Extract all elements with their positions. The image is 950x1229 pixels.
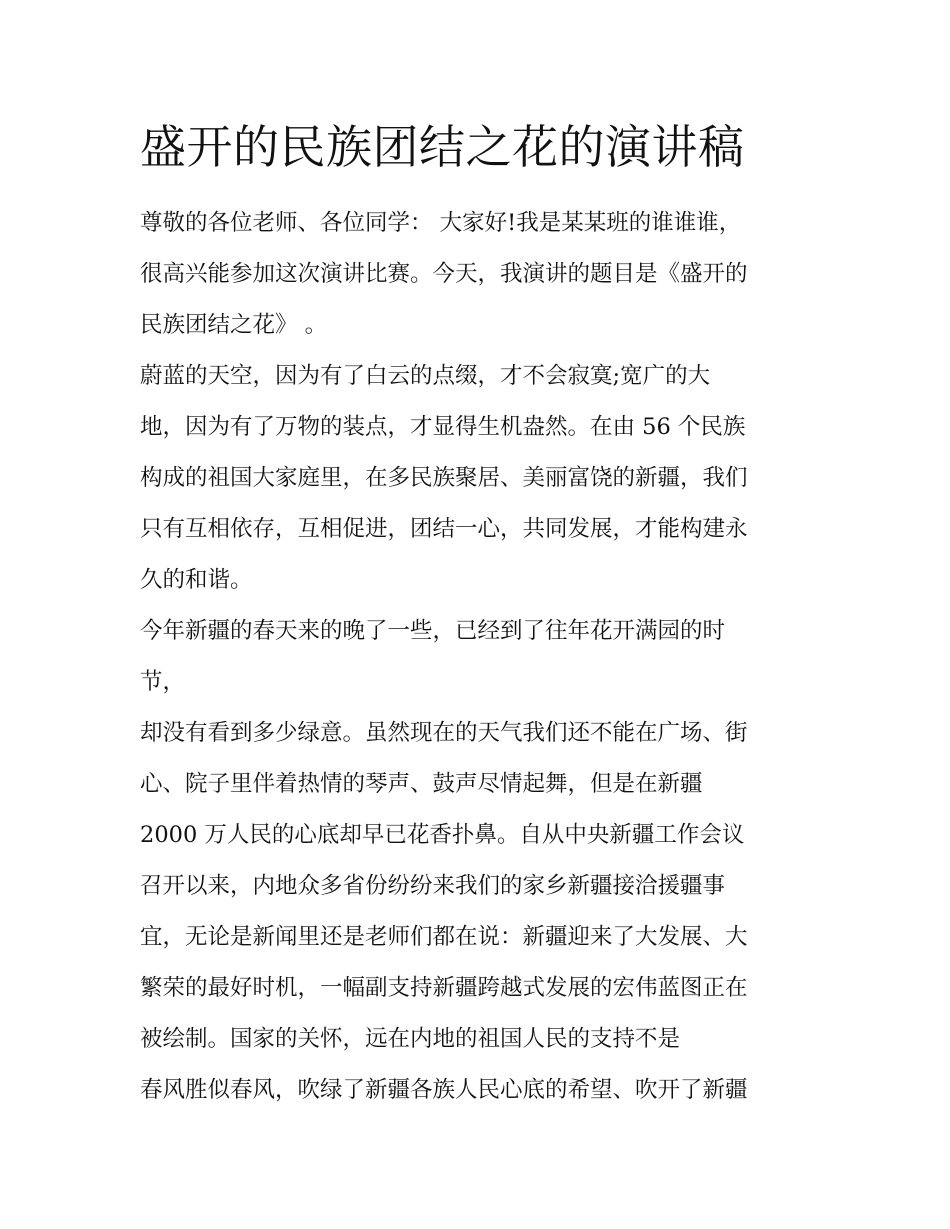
body-line: 繁荣的最好时机，一幅副支持新疆跨越式发展的宏伟蓝图正在 [140, 975, 748, 1001]
body-line: 蔚蓝的天空，因为有了白云的点缀，才不会寂寞;宽广的大 [140, 363, 711, 389]
body-line: 尊敬的各位老师、各位同学： 大家好!我是某某班的谁谁谁， [140, 210, 742, 236]
document-title: 盛开的民族团结之花的演讲稿 [140, 120, 745, 174]
body-line: 今年新疆的春天来的晚了一些，已经到了往年花开满园的时 [140, 618, 726, 644]
body-line: 构成的祖国大家庭里，在多民族聚居、美丽富饶的新疆，我们 [140, 465, 748, 491]
body-line: 宜，无论是新闻里还是老师们都在说：新疆迎来了大发展、大 [140, 924, 748, 950]
body-line: 久的和谐。 [140, 567, 253, 593]
body-line: 心、院子里伴着热情的琴声、鼓声尽情起舞，但是在新疆 [140, 771, 703, 797]
document-body [140, 198, 820, 1116]
body-line: 地，因为有了万物的装点，才显得生机盎然。在由 56 个民族 [140, 414, 746, 440]
body-line: 召开以来，内地众多省份纷纷来我们的家乡新疆接洽援疆事 [140, 873, 726, 899]
body-line: 很高兴能参加这次演讲比赛。今天，我演讲的题目是《盛开的 [140, 261, 748, 287]
body-line: 只有互相依存，互相促进，团结一心，共同发展，才能构建永 [140, 516, 748, 542]
body-line: 2000 万人民的心底却早已花香扑鼻。自从中央新疆工作会议 [140, 822, 745, 848]
body-line: 民族团结之花》 。 [140, 312, 328, 338]
body-line: 却没有看到多少绿意。虽然现在的天气我们还不能在广场、街 [140, 720, 748, 746]
body-line: 节， [140, 669, 186, 695]
body-line: 被绘制。国家的关怀，远在内地的祖国人民的支持不是 [140, 1026, 681, 1052]
body-line: 春风胜似春风，吹绿了新疆各族人民心底的希望、吹开了新疆 [140, 1077, 748, 1103]
